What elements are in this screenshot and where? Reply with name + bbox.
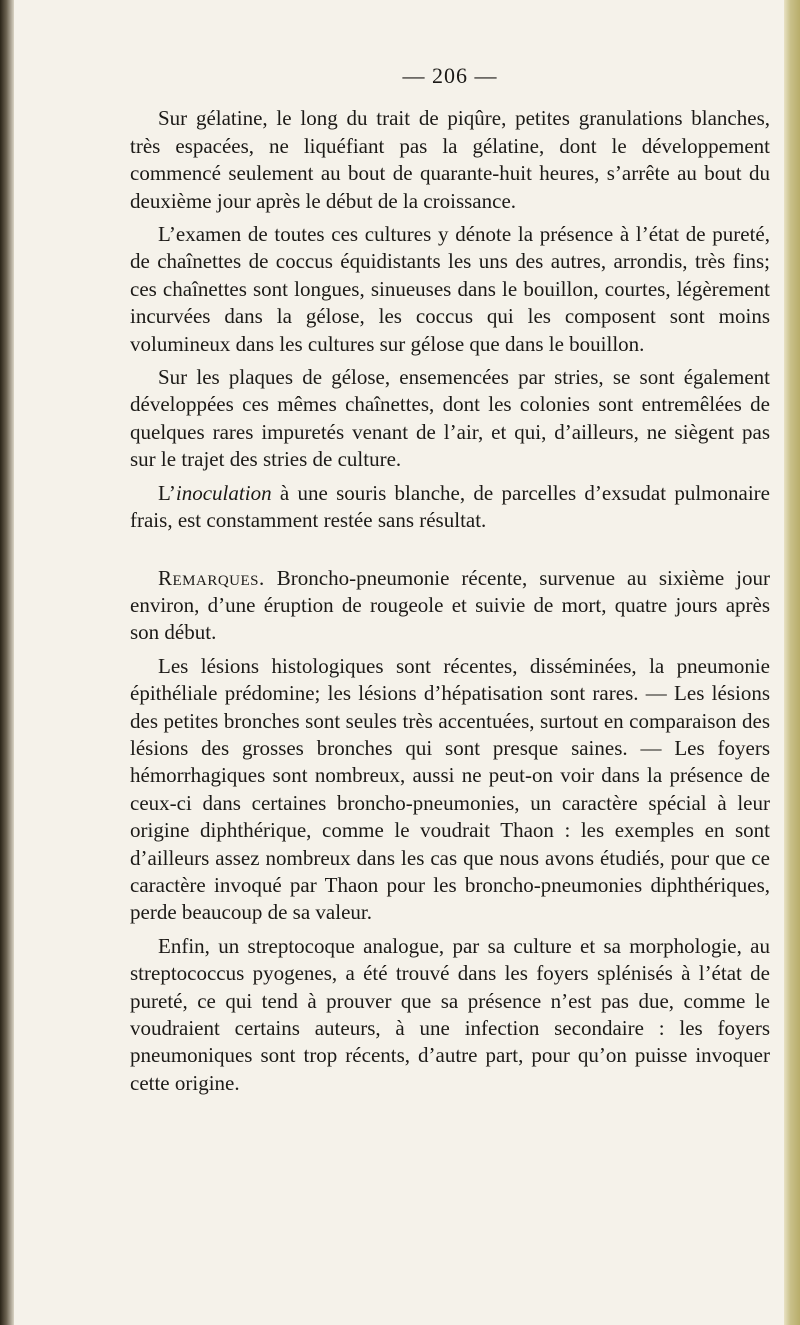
page-edge <box>784 0 800 1325</box>
remarques-text: Broncho-pneumonie récente, survenue au sixième jour environ, d’une éruption de rougeole et suivie de mort, quatre jours après son début. <box>130 565 770 645</box>
page-body <box>130 40 770 1103</box>
page-number: — 206 — <box>402 63 498 88</box>
paragraph-inoculation <box>130 480 770 535</box>
paragraph-streptococcus: Enfin, un streptocoque analogue, par sa culture et sa morphologie, au streptococcus pyogenes, a été trouvé dans les foyers splénisés à l’état de pureté, ce qui tend à prouver que sa présence n’est pas due, comme le voudraient certains auteurs, à une infection secondaire : les foyers pneumoniques sont trop récents, d’autre part, pour qu’on puisse invoquer cette origine. <box>130 933 770 1095</box>
inoculation-text: à une souris blanche, de parcelles d’exsudat pulmonaire frais, est constamment restée sans résultat. <box>130 480 770 533</box>
paragraph-histological-lesions: Les lésions histologiques sont récentes, disséminées, la pneumonie épithéliale prédomine; les lésions d’hépatisation sont rares. — Les lésions des petites bronches sont seules très accentuées, surtout en comparaison des lésions des grosses bronches qui sont presque saines. — Les foyers hémorrhagiques sont nombreux, aussi ne peut-on voir dans la présence de ceux-ci dans certaines broncho-pneumonies, un caractère spécial à leur origine diphthérique, comme le voudrait Thaon : les exemples en sont d’ailleurs assez nombreux dans les cas que nous avons étudiés, pour que ce caractère invoqué par Thaon pour les broncho-pneumonies diphthériques, perde beaucoup de sa valeur. <box>130 653 770 925</box>
inoculation-lead: L’ <box>158 480 176 505</box>
remarques-heading: Remarques. <box>158 565 265 590</box>
inoculation-italic: inoculation <box>175 480 272 505</box>
paragraph-examination: L’examen de toutes ces cultures y dénote la présence à l’état de pureté, de chaînettes de coccus équidistants les uns des autres, arrondis, très fins; ces chaînettes sont longues, sinueuses dans le bouillon, courtes, légèrement incurvées dans la gélose, les coccus qui les composent sont moins volumineux dans les cultures sur gélose que dans le bouillon. <box>130 222 770 356</box>
paragraph-gelatine-culture: Sur gélatine, le long du trait de piqûre, petites granulations blanches, très espacées, ne liquéfiant pas la gélatine, dont le développement commencé seulement au bout de quarante-huit heures, s’arrête au bout du deuxième jour après le début de la croissance. <box>130 106 770 213</box>
paragraph-remarques <box>130 565 770 647</box>
binding-shadow <box>0 0 14 1325</box>
paragraph-gelose-plates: Sur les plaques de gélose, ensemencées par stries, se sont également développées ces mêmes chaînettes, dont les colonies sont entremêlées de quelques rares impuretés venant de l’air, et qui, d’ailleurs, ne siègent pas sur le trajet des stries de culture. <box>130 365 770 472</box>
